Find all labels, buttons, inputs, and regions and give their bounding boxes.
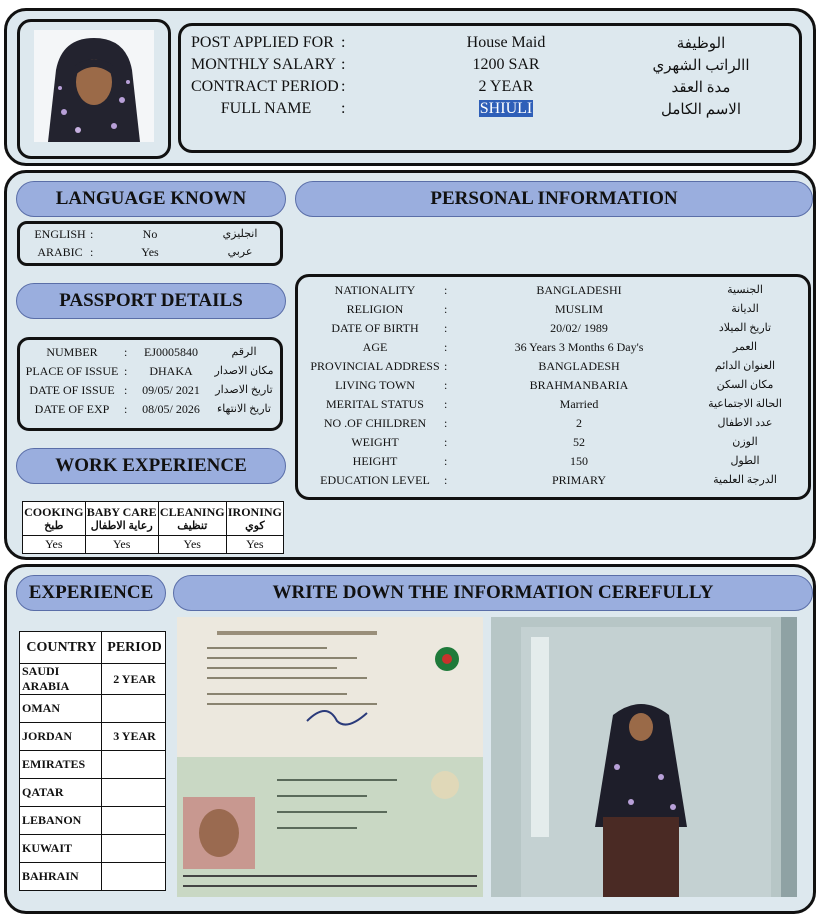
language-arabic: انجليزي — [222, 228, 258, 240]
skill-value: Yes — [85, 536, 158, 554]
personal-label: PROVINCIAL ADDRESS — [310, 359, 440, 373]
personal-arabic: الديانة — [731, 303, 759, 315]
passport-arabic: تاريخ الاصدار — [215, 384, 273, 396]
experience-period: 2 YEAR — [102, 664, 166, 695]
personal-arabic: الوزن — [732, 436, 758, 448]
language-sep: : — [90, 227, 94, 241]
passport-sep: : — [124, 345, 128, 359]
passport-arabic: الرقم — [231, 346, 257, 358]
passport-value: 09/05/ 2021 — [142, 383, 200, 397]
passport-arabic: تاريخ الانتهاء — [217, 403, 271, 415]
experience-country: OMAN — [20, 695, 102, 723]
language-arabic: عربي — [227, 246, 253, 258]
language-label: ARABIC — [37, 245, 83, 259]
header-label: MONTHLY SALARY — [191, 56, 336, 73]
header-value — [411, 34, 601, 52]
experience-period — [102, 835, 166, 863]
personal-arabic: الطول — [730, 455, 760, 467]
experience-country: QATAR — [20, 779, 102, 807]
personal-value: BANGLADESHI — [536, 283, 622, 297]
header-value-text: 2 YEAR — [478, 78, 534, 95]
passport-title: PASSPORT DETAILS — [16, 283, 286, 319]
personal-arabic: العمر — [732, 341, 758, 353]
profile-panel — [4, 170, 816, 560]
personal-sep: : — [444, 435, 448, 449]
full-body-photo — [491, 617, 797, 897]
personal-label: NATIONALITY — [334, 283, 416, 297]
experience-period: 3 YEAR — [102, 723, 166, 751]
portrait-frame — [17, 19, 171, 159]
personal-value: 150 — [570, 454, 588, 468]
skill-header — [226, 502, 283, 536]
skill-name-en: COOKING — [24, 504, 84, 519]
passport-label: NUMBER — [46, 345, 98, 359]
personal-arabic: الدرجة العلمية — [713, 474, 777, 486]
personal-sep: : — [444, 416, 448, 430]
personal-label: LIVING TOWN — [335, 378, 415, 392]
personal-value: PRIMARY — [551, 473, 607, 487]
personal-value: Married — [559, 397, 599, 411]
skill-value: Yes — [158, 536, 226, 554]
personal-value: 36 Years 3 Months 6 Day's — [514, 340, 644, 354]
experience-row — [20, 835, 166, 863]
skills-table — [22, 501, 284, 554]
personal-label: DATE OF BIRTH — [331, 321, 419, 335]
work-title: WORK EXPERIENCE — [16, 448, 286, 484]
header-arabic: الوظيفة — [676, 36, 726, 52]
personal-arabic: الحالة الاجتماعية — [708, 398, 782, 410]
header-value — [411, 78, 601, 96]
personal-title: PERSONAL INFORMATION — [295, 181, 813, 217]
personal-sep: : — [444, 397, 448, 411]
experience-country: JORDAN — [20, 723, 102, 751]
experience-country: SAUDI ARABIA — [20, 664, 102, 695]
experience-row — [20, 751, 166, 779]
experience-row — [20, 695, 166, 723]
personal-sep: : — [444, 321, 448, 335]
passport-value: 08/05/ 2026 — [142, 402, 200, 416]
experience-period — [102, 695, 166, 723]
personal-sep: : — [444, 454, 448, 468]
experience-period — [102, 807, 166, 835]
personal-sep: : — [444, 473, 448, 487]
header-arabic: االراتب الشهري — [652, 58, 750, 74]
personal-value: MUSLIM — [554, 302, 603, 316]
personal-label: AGE — [362, 340, 388, 354]
personal-value: BANGLADESH — [538, 359, 620, 373]
header-sep: : — [341, 100, 346, 117]
header-arabic: مدة العقد — [671, 80, 731, 96]
personal-label: EDUCATION LEVEL — [320, 473, 430, 487]
personal-arabic: الجنسية — [727, 284, 763, 296]
experience-country: KUWAIT — [20, 835, 102, 863]
skill-header — [158, 502, 226, 536]
personal-box — [295, 274, 811, 500]
personal-label: NO .OF CHILDREN — [323, 416, 427, 430]
passport-sep: : — [124, 383, 128, 397]
personal-arabic: عدد الاطفال — [717, 417, 773, 429]
experience-row — [20, 723, 166, 751]
skill-name-ar: طبخ — [44, 519, 64, 532]
header-sep: : — [341, 78, 346, 95]
header-value-text: 1200 SAR — [472, 56, 540, 73]
col-period: PERIOD — [102, 632, 166, 664]
language-label: ENGLISH — [34, 227, 86, 241]
personal-arabic: تاريخ الميلاد — [718, 322, 772, 334]
experience-panel — [4, 564, 816, 914]
skill-name-en: BABY CARE — [86, 504, 157, 519]
skill-name-ar: رعاية الاطفال — [90, 519, 153, 532]
header-sep: : — [341, 56, 346, 73]
skill-header — [23, 502, 86, 536]
experience-country: BAHRAIN — [20, 863, 102, 891]
personal-arabic: العنوان الدائم — [714, 360, 776, 372]
header-panel — [4, 8, 816, 166]
experience-country: EMIRATES — [20, 751, 102, 779]
experience-row — [20, 863, 166, 891]
experience-period — [102, 751, 166, 779]
passport-scan-image — [177, 617, 483, 897]
header-label: FULL NAME — [220, 100, 312, 117]
skill-name-en: IRONING — [227, 504, 282, 519]
passport-sep: : — [124, 402, 128, 416]
language-value: No — [142, 227, 158, 241]
personal-value: 52 — [573, 435, 585, 449]
experience-title: EXPERIENCE — [16, 575, 166, 611]
experience-country: LEBANON — [20, 807, 102, 835]
personal-value: 2 — [576, 416, 582, 430]
experience-period — [102, 863, 166, 891]
skill-name-ar: تنظيف — [177, 519, 208, 532]
header-arabic: الاسم الكامل — [660, 102, 741, 118]
skill-name-en: CLEANING — [159, 504, 225, 519]
skill-name-ar: كوي — [245, 519, 265, 532]
header-value-text: House Maid — [466, 34, 546, 51]
language-box — [17, 221, 283, 266]
passport-value: EJ0005840 — [144, 345, 198, 359]
personal-sep: : — [444, 378, 448, 392]
personal-label: WEIGHT — [351, 435, 399, 449]
skill-header — [85, 502, 158, 536]
language-sep: : — [90, 245, 94, 259]
header-label: POST APPLIED FOR — [191, 34, 334, 51]
job-info-box — [178, 23, 802, 153]
portrait-photo — [34, 30, 154, 142]
skill-value: Yes — [23, 536, 86, 554]
personal-sep: : — [444, 283, 448, 297]
header-sep: : — [341, 34, 346, 51]
personal-value: 20/02/ 1989 — [550, 321, 608, 335]
passport-value: DHAKA — [149, 364, 193, 378]
personal-value: BRAHMANBARIA — [529, 378, 629, 392]
passport-arabic: مكان الاصدار — [214, 365, 274, 377]
personal-arabic: مكان السكن — [716, 379, 774, 391]
personal-sep: : — [444, 340, 448, 354]
header-label: CONTRACT PERIOD — [191, 78, 339, 95]
experience-row — [20, 807, 166, 835]
personal-label: RELIGION — [346, 302, 404, 316]
col-country: COUNTRY — [20, 632, 102, 664]
skill-value: Yes — [226, 536, 283, 554]
language-title: LANGUAGE KNOWN — [16, 181, 286, 217]
header-value — [411, 56, 601, 74]
personal-label: MERITAL STATUS — [326, 397, 424, 411]
experience-row — [20, 779, 166, 807]
header-value — [411, 100, 601, 118]
personal-label: HEIGHT — [352, 454, 398, 468]
passport-label: DATE OF EXP — [34, 402, 110, 416]
experience-row — [20, 664, 166, 695]
personal-sep: : — [444, 302, 448, 316]
passport-label: DATE OF ISSUE — [29, 383, 115, 397]
passport-label: PLACE OF ISSUE — [25, 364, 119, 378]
header-value-text: SHIULI — [479, 100, 533, 117]
passport-box — [17, 337, 283, 431]
passport-sep: : — [124, 364, 128, 378]
personal-sep: : — [444, 359, 448, 373]
experience-table — [19, 631, 166, 891]
experience-period — [102, 779, 166, 807]
write-title: WRITE DOWN THE INFORMATION CEREFULLY — [173, 575, 813, 611]
language-value: Yes — [141, 245, 159, 259]
